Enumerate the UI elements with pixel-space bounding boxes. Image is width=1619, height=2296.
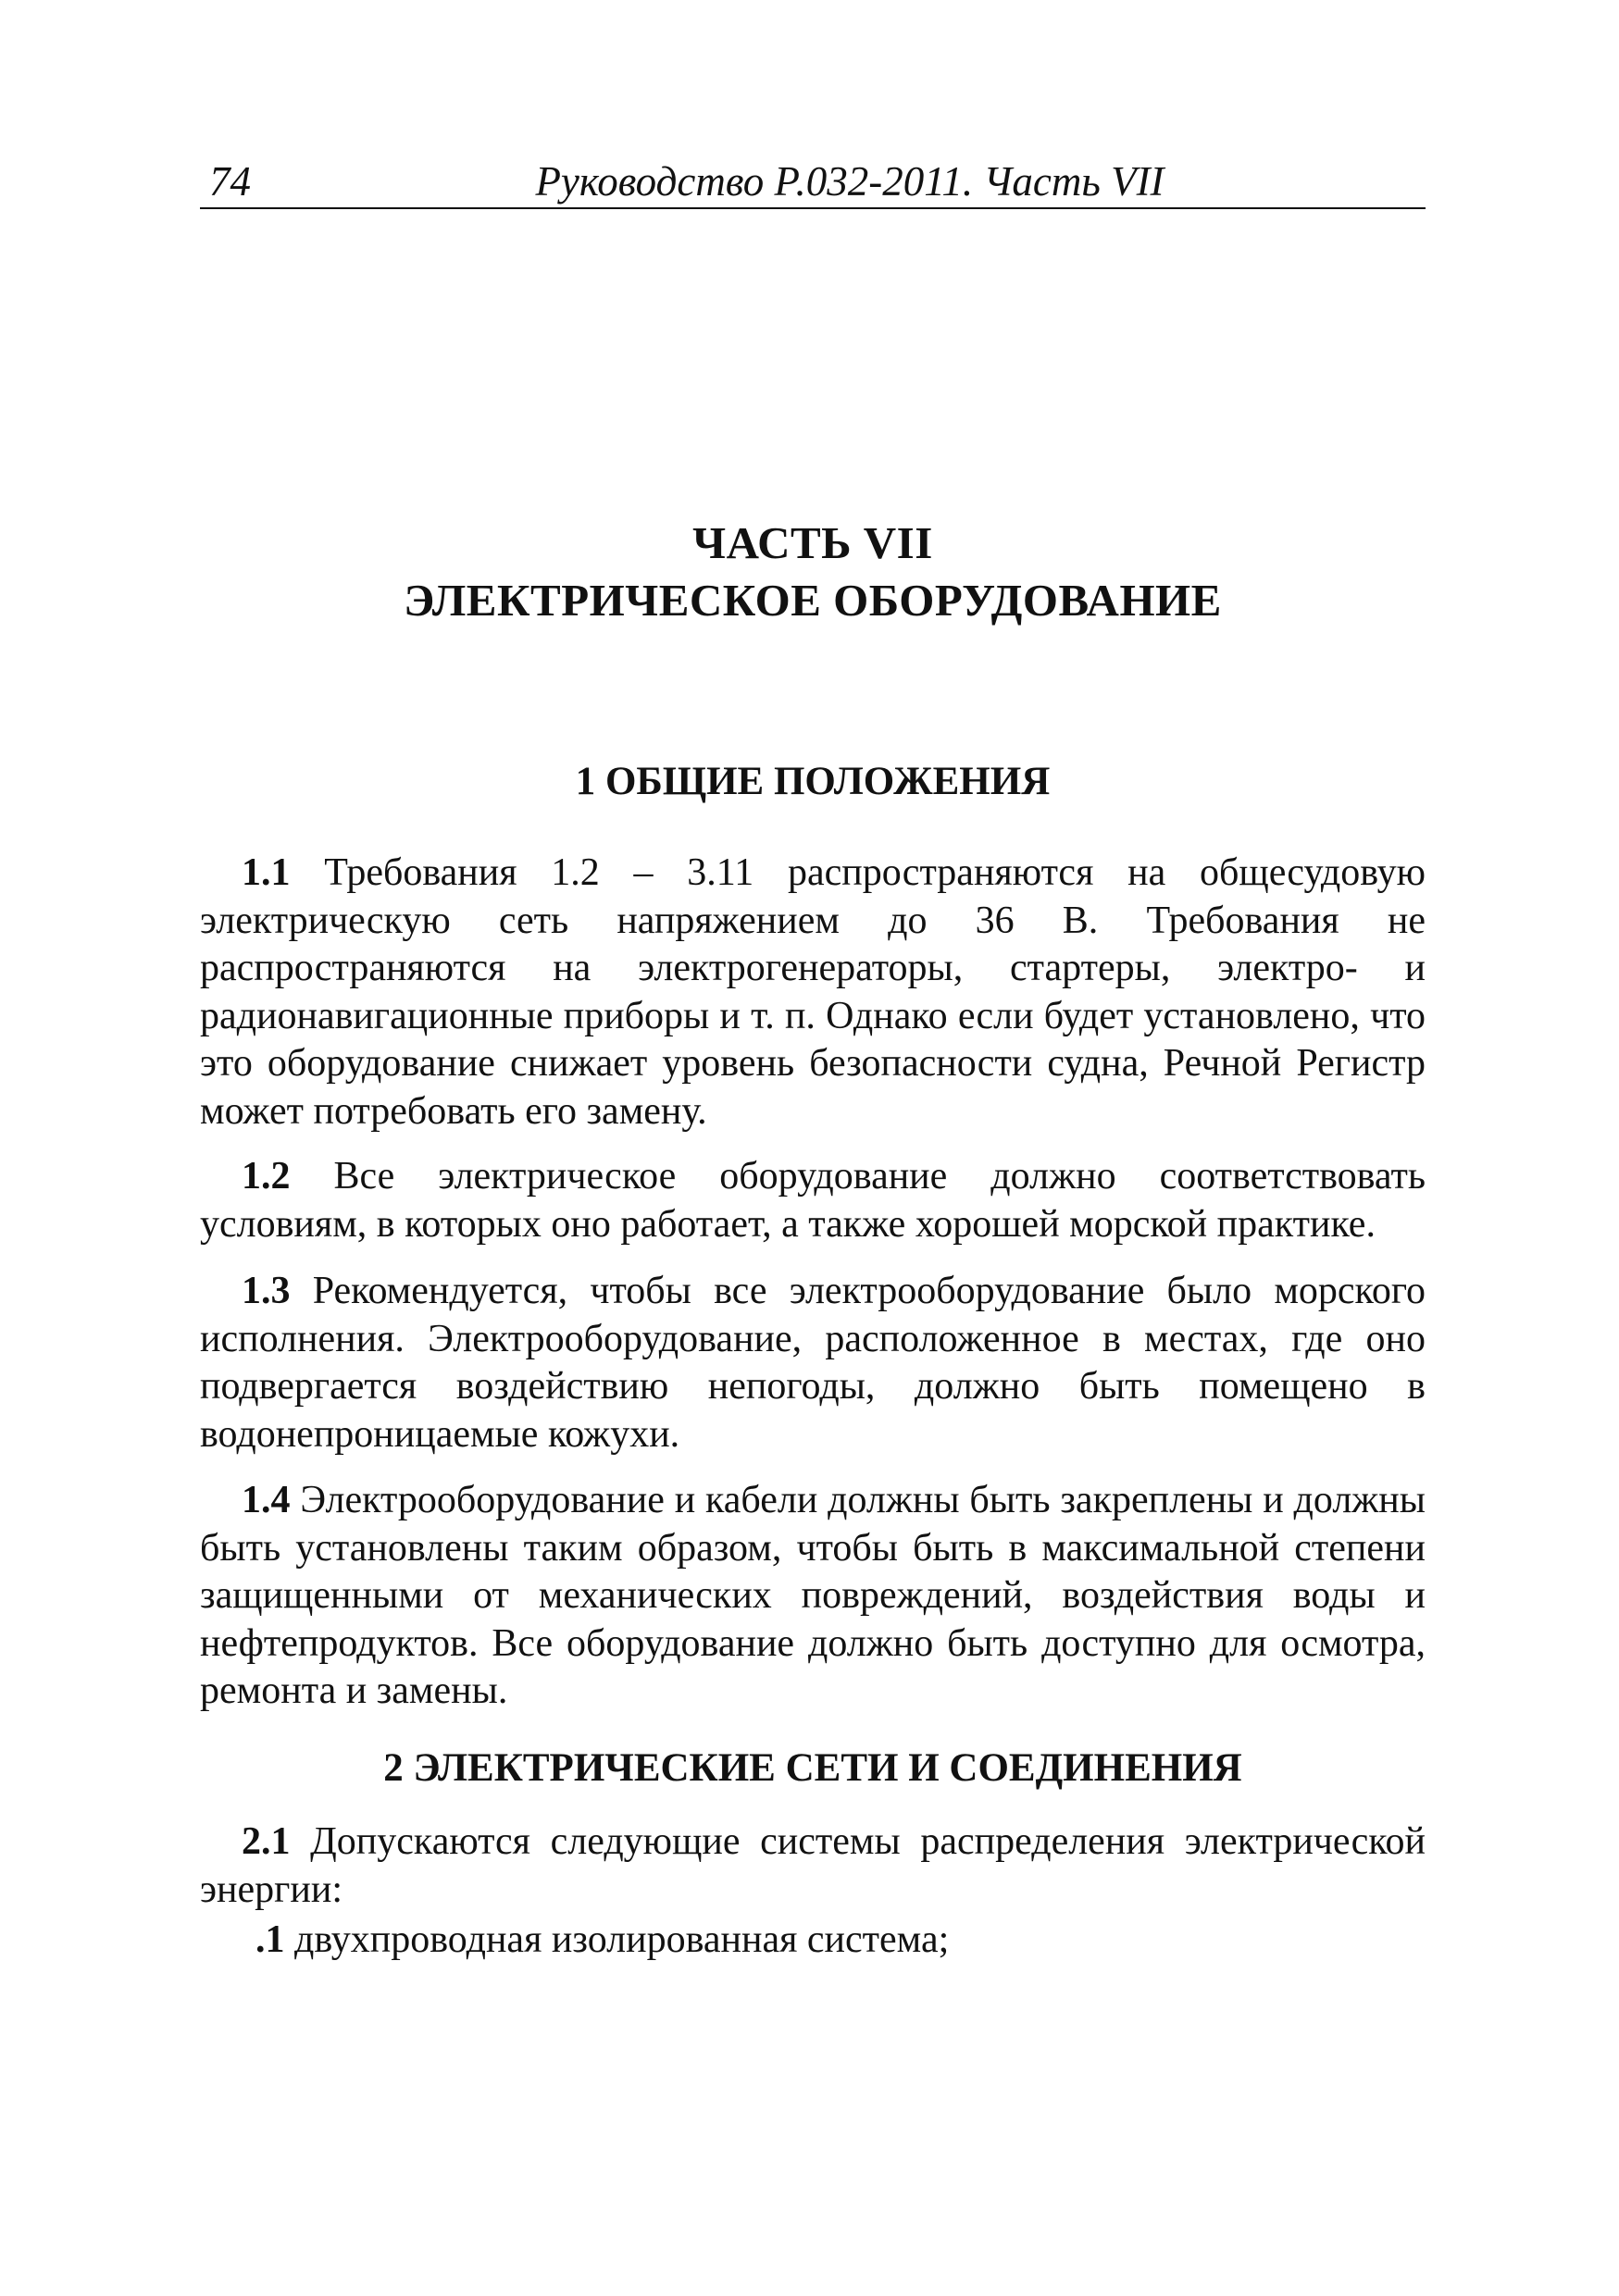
part-subtitle: ЭЛЕКТРИЧЕСКОЕ ОБОРУДОВАНИЕ — [404, 575, 1222, 626]
paragraph-text: Рекомендуется, чтобы все электрооборудование было морского исполнения. Электрооборудование, расположенное в местах, где оно подвергается воздействию непогоды, должно быть помещено в водонепроницаемые кожухи. — [200, 1270, 1426, 1456]
paragraph-1-3 — [200, 1268, 1426, 1458]
section-heading-general-provisions: 1 ОБЩИЕ ПОЛОЖЕНИЯ — [575, 760, 1051, 803]
running-header — [200, 155, 1426, 207]
paragraph-text: Допускаются следующие системы распределения электрической энергии: — [200, 1820, 1426, 1911]
paragraph-2-1 — [200, 1818, 1426, 1914]
paragraph-text: Электрооборудование и кабели должны быть закреплены и должны быть установлены таким образом, чтобы быть в максимальной степени защищенными от механических повреждений, воздействия воды и нефтепродуктов. Все оборудование должно быть доступно для осмотра, ремонта и замены. — [200, 1479, 1426, 1712]
paragraph-text: Требования 1.2 – 3.11 распространяются на общесудовую электрическую сеть напряжением до 36 В. Требования не распространяются на электрогенераторы, стартеры, электро- и радионавигационные приборы и т. п. Однако если будет установлено, что это оборудование снижает уровень безопасности судна, Речной Регистр может потребовать его замену. — [200, 851, 1426, 1133]
paragraph-1-2 — [200, 1153, 1426, 1248]
paragraph-1-1 — [200, 850, 1426, 1136]
paragraph-text: Все электрическое оборудование должно соответствовать условиям, в которых оно работает, а также хорошей морской практике. — [200, 1155, 1426, 1246]
paragraph-number: 1.4 — [242, 1479, 291, 1521]
running-header-title: Руководство Р.032-2011. Часть VII — [535, 158, 1164, 205]
paragraph-number: 1.2 — [242, 1155, 291, 1198]
part-title: ЧАСТЬ VII — [692, 517, 933, 568]
header-rule — [200, 207, 1426, 209]
paragraph-number: 1.3 — [242, 1270, 291, 1312]
list-item — [255, 1917, 949, 1965]
paragraph-number: 1.1 — [242, 851, 291, 894]
list-item-number: .1 — [255, 1918, 285, 1961]
list-item-text: двухпроводная изолированная система; — [294, 1918, 950, 1961]
section-heading-electrical-networks: 2 ЭЛЕКТРИЧЕСКИЕ СЕТИ И СОЕДИНЕНИЯ — [383, 1746, 1242, 1790]
paragraph-number: 2.1 — [242, 1820, 291, 1863]
page-number: 74 — [209, 158, 251, 205]
paragraph-1-4 — [200, 1477, 1426, 1716]
